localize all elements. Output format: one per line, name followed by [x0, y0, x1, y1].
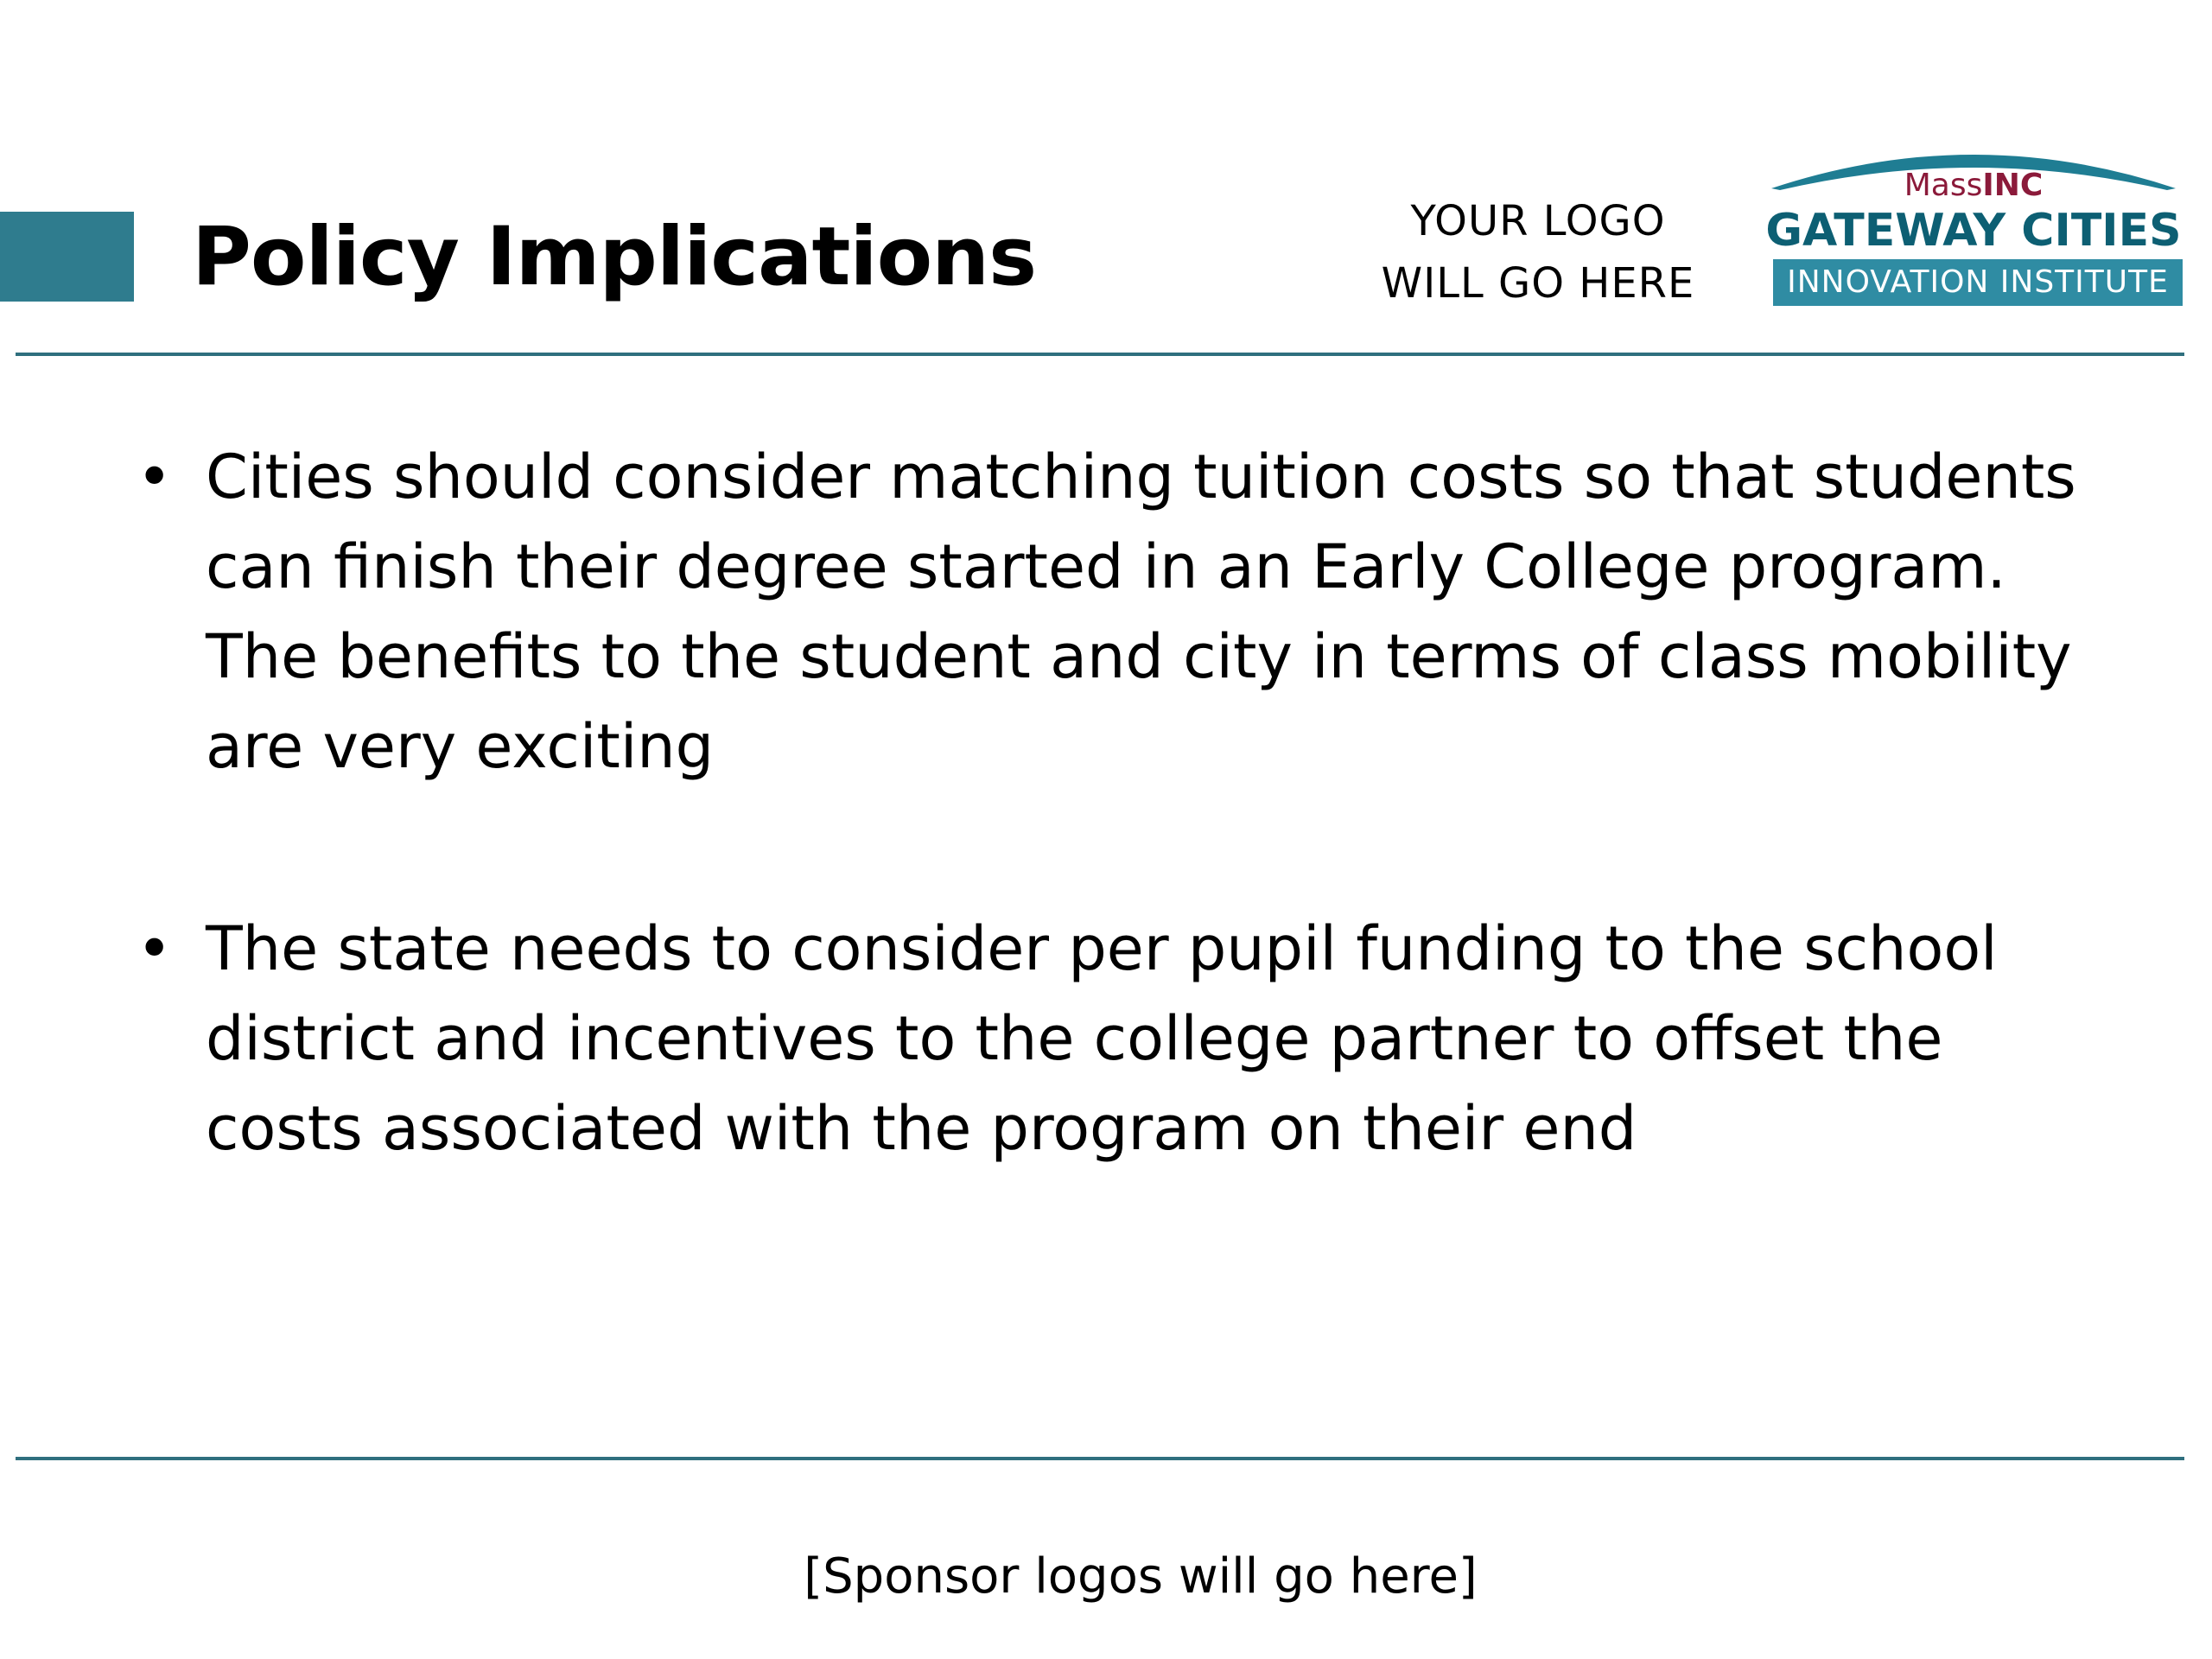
- bullet-dot-icon: •: [137, 913, 173, 984]
- logo-innovation-band: INNOVATION INSTITUTE: [1773, 259, 2183, 306]
- bullet-list: [130, 432, 2117, 1286]
- logo-brand-mass: Mass: [1904, 168, 1983, 203]
- logo-placeholder-line-2: WILL GO HERE: [1381, 259, 1695, 308]
- bullet-item: [130, 904, 2117, 1173]
- header-divider: [16, 353, 2184, 356]
- logo-placeholder-line-1: YOUR LOGO: [1410, 197, 1666, 245]
- logo-gateway-cities: GATEWAY CITIES: [1765, 205, 2182, 257]
- footer-divider: [16, 1457, 2184, 1460]
- bullet-item: [130, 432, 2117, 791]
- bullet-dot-icon: •: [137, 442, 173, 512]
- title-accent-block: [0, 212, 134, 302]
- sponsor-logos-placeholder: [Sponsor logos will go here]: [804, 1548, 1478, 1605]
- bullet-text: The state needs to consider per pupil funding to the school district and incentives to the college partner to offset the costs associated with the program on their end: [206, 913, 1998, 1164]
- logo-brand-inc: INC: [1982, 168, 2044, 203]
- bullet-text: Cities should consider matching tuition costs so that students can finish their degree started in an Early College program. The benefits to the student and city in terms of class mobility are very exciting: [206, 442, 2076, 782]
- page-title: Policy Implications: [192, 210, 1037, 304]
- logo-placeholder: [1370, 190, 1707, 315]
- massinc-gateway-cities-logo: [1763, 138, 2184, 311]
